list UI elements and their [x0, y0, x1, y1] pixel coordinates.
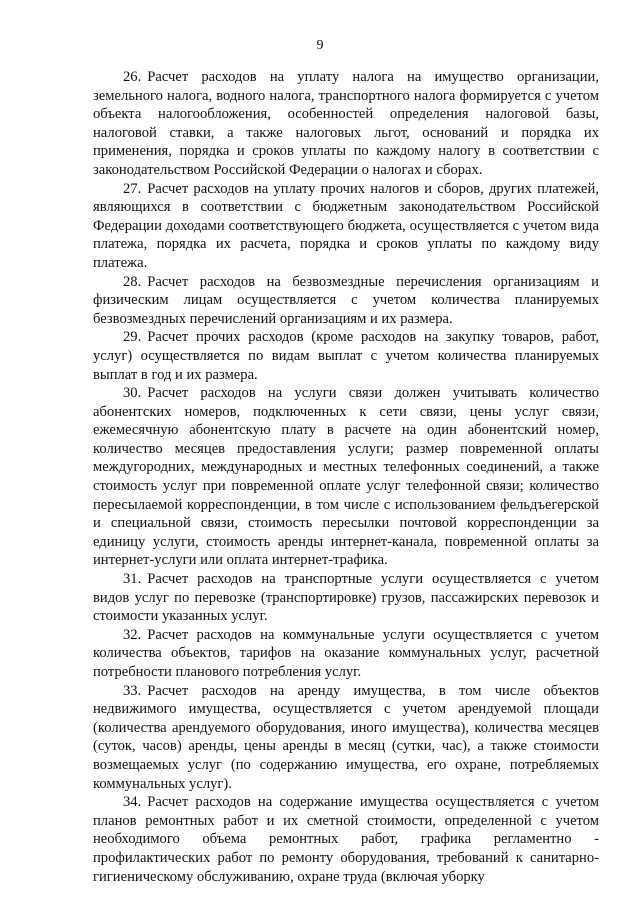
document-body: [93, 68, 599, 886]
paragraph-number: 28.: [123, 273, 142, 290]
paragraph-text: Расчет прочих расходов (кроме расходов на закупку товаров, работ, услуг) осуществляется по видам выплат с учетом количества планируемых выплат в год и их размера.: [93, 329, 599, 383]
page-number: 9: [316, 38, 324, 53]
paragraph-text: Расчет расходов на коммунальные услуги осуществляется с учетом количества объектов, тарифов на оказание коммунальных услуг, расчетной потребности планового потребления услуг.: [93, 626, 599, 680]
paragraph-33: [93, 682, 599, 794]
paragraph-number: 31.: [123, 571, 142, 588]
paragraph-26: [93, 68, 599, 180]
paragraph-number: 27.: [123, 180, 142, 197]
paragraph-text: Расчет расходов на содержание имущества осуществляется с учетом планов ремонтных работ и их сметной стоимости, определенной с учетом необходимого объема ремонтных работ, графика регламентно - профилактических работ по ремонту оборудования, требований к санитарно-гигиеническому обслуживанию, охране труда (включая уборку: [93, 794, 599, 885]
paragraph-29: [93, 328, 599, 384]
paragraph-32: [93, 626, 599, 682]
paragraph-34: [93, 793, 599, 886]
paragraph-30: [93, 384, 599, 570]
paragraph-text: Расчет расходов на безвозмездные перечисления организациям и физическим лицам осуществляется с учетом количества планируемых безвозмездных перечислений организациям и их размера.: [93, 273, 599, 327]
paragraph-28: [93, 273, 599, 329]
paragraph-text: Расчет расходов на уплату налога на имущество организации, земельного налога, водного налога, транспортного налога формируется с учетом объекта налогообложения, особенностей определения налоговой базы, налоговой ставки, а также налоговых льгот, оснований и порядка их применения, порядка и сроков уплаты по каждому налогу в соответствии с законодательством Российской Федерации о налогах и сборах.: [93, 69, 599, 178]
paragraph-27: [93, 180, 599, 273]
paragraph-number: 29.: [123, 329, 142, 346]
paragraph-number: 34.: [123, 794, 142, 811]
paragraph-number: 26.: [123, 69, 142, 85]
paragraph-text: Расчет расходов на аренду имущества, в том числе объектов недвижимого имущества, осуществляется с учетом арендуемой площади (количества арендуемого оборудования, иного имущества), количества месяцев (суток, часов) аренды, цены аренды в месяц (сутки, час), а также стоимости возмещаемых услуг (по содержанию имущества, его охране, потребляемых коммунальных услуг).: [93, 682, 599, 792]
paragraph-number: 33.: [123, 682, 142, 699]
paragraph-number: 30.: [123, 385, 142, 402]
paragraph-text: Расчет расходов на услуги связи должен учитывать количество абонентских номеров, подключенных к сети связи, цены услуг связи, ежемесячную абонентскую плату в расчете на один абонентский номер, количество месяцев предоставления услуги; размер повременной оплаты междугородних, международных и местных телефонных соединений, а также стоимость услуг при повременной оплате услуг телефонной связи; количество пересылаемой корреспонденции, в том числе с использованием фельдъегерской и специальной связи, стоимость пересылки почтовой корреспонденции за единицу услуги, стоимость аренды интернет-канала, повременной оплаты за интернет-услуги или оплата интернет-трафика.: [93, 385, 599, 569]
paragraph-text: Расчет расходов на транспортные услуги осуществляется с учетом видов услуг по перевозке (транспортировке) грузов, пассажирских перевозок и стоимости указанных услуг.: [93, 571, 599, 625]
paragraph-31: [93, 570, 599, 626]
paragraph-number: 32.: [123, 626, 142, 643]
paragraph-text: Расчет расходов на уплату прочих налогов и сборов, других платежей, являющихся в соответствии с бюджетным законодательством Российской Федерации доходами соответствующего бюджета, осуществляется с учетом вида платежа, порядка их расчета, порядка и сроков уплаты по каждому виду платежа.: [93, 180, 599, 271]
